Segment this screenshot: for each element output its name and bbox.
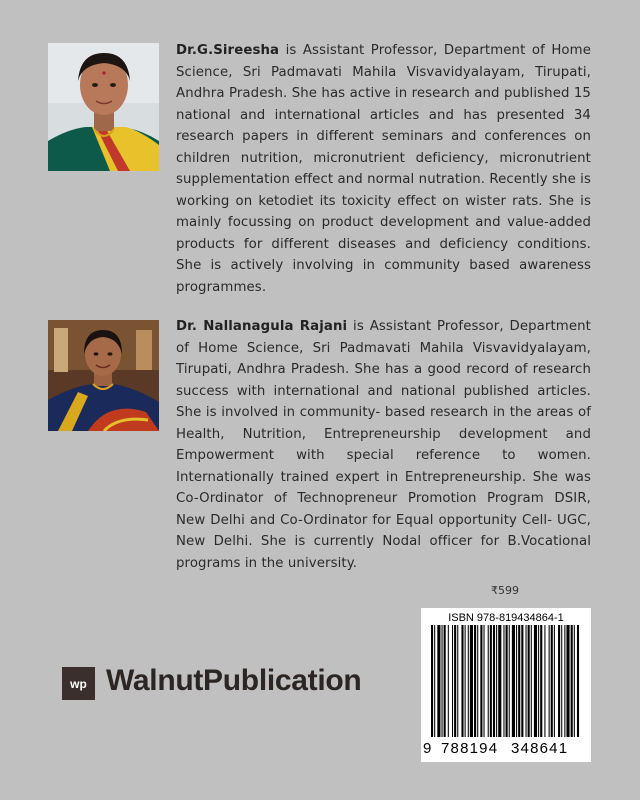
barcode-bar [516,625,517,737]
author2-bio [176,316,591,574]
barcode-bars [431,625,581,743]
barcode-bar [444,625,446,737]
publisher-name: WalnutPublication [106,664,362,697]
barcode-bar [480,625,482,737]
author1-bio-text: is Assistant Professor, Department of Home Science, Sri Padmavati Mahila Visvavidyalayam, Tirupati, Andhra Pradesh. She has active in research and published 15 national and international articles and has presented 34 research papers in different seminars and conferences on children nutrition, micronutrient deficiency, micronutrient supplementation effect and normal nutration. Recently she is working on ketodiet its toxicity effect on wister rats. She is mainly focussing on product development and value-added products for different diseases and deficiency conditions. She is actively involving in community based awareness programmes. [176,43,592,295]
barcode-bar [457,625,458,737]
barcode-bar [526,625,527,737]
author1-name: Dr.G.Sireesha [176,43,280,58]
barcode-bar [574,625,575,737]
publisher-logo: wp [62,667,95,700]
barcode-bar [503,625,504,737]
barcode-bar [431,625,433,737]
barcode-bar [496,625,497,737]
barcode-bar [490,625,492,737]
barcode-bar [566,625,569,737]
isbn-label: ISBN 978-819434864-1 [448,612,564,624]
barcode-bar [454,625,456,737]
barcode-bar [461,625,463,737]
barcode-bar [465,625,466,737]
barcode-bar [534,625,537,737]
barcode-bar [437,625,440,737]
isbn-digits-right: 348641 [511,740,569,757]
author2-bio-text: is Assistant Professor, Department of Home Science, Sri Padmavati Mahila Visvavidyalayam, Tirupati, Andhra Pradesh. She has a good record of research success with international and national published articles. She is involved in community- based research in the areas of Health, Nutrition, Entrepreneurship development and Empowerment with special reference to women. Internationally trained expert in Entrepreneurship. She was Co-Ordinator of Technopreneur Promotion Program DSIR, New Delhi and Co-Ordinator for Equal opportunity Cell- UGC, New Delhi. She is currently Nodal officer for B.Vocational programs in the university. [176,319,591,571]
barcode-bar [544,625,545,737]
author1-bio [176,40,591,298]
barcode-bar [540,625,542,737]
author2-name: Dr. Nallanagula Rajani [176,319,348,334]
barcode-bar [442,625,443,737]
barcode-bar [561,625,562,737]
barcode-bar [468,625,469,737]
barcode-bar [558,625,560,737]
barcode-bar [477,625,478,737]
barcode-bar [506,625,508,737]
author1-photo [48,43,159,171]
barcode-bar [434,625,435,737]
barcode-bar [452,625,453,737]
barcode-bar [498,625,501,737]
barcode-bar [538,625,539,737]
price-label: ₹599 [491,584,519,597]
barcode-bar [518,625,520,737]
barcode-bar [571,625,573,737]
author2-photo [48,320,159,431]
barcode [421,608,591,762]
barcode-bar [528,625,530,737]
barcode-bar [509,625,510,737]
barcode-bar [484,625,485,737]
barcode-bar [554,625,555,737]
barcode-bar [549,625,550,737]
barcode-bar [512,625,515,737]
barcode-bar [488,625,489,737]
barcode-bar [521,625,523,737]
barcode-bar [474,625,476,737]
barcode-bar [470,625,473,737]
barcode-bar [551,625,553,737]
isbn-digit-first: 9 [423,740,432,757]
barcode-bar [448,625,449,737]
barcode-bar [564,625,565,737]
barcode-bar [577,625,579,737]
isbn-digits-left: 788194 [441,740,499,757]
barcode-bar [493,625,495,737]
barcode-bar [531,625,532,737]
